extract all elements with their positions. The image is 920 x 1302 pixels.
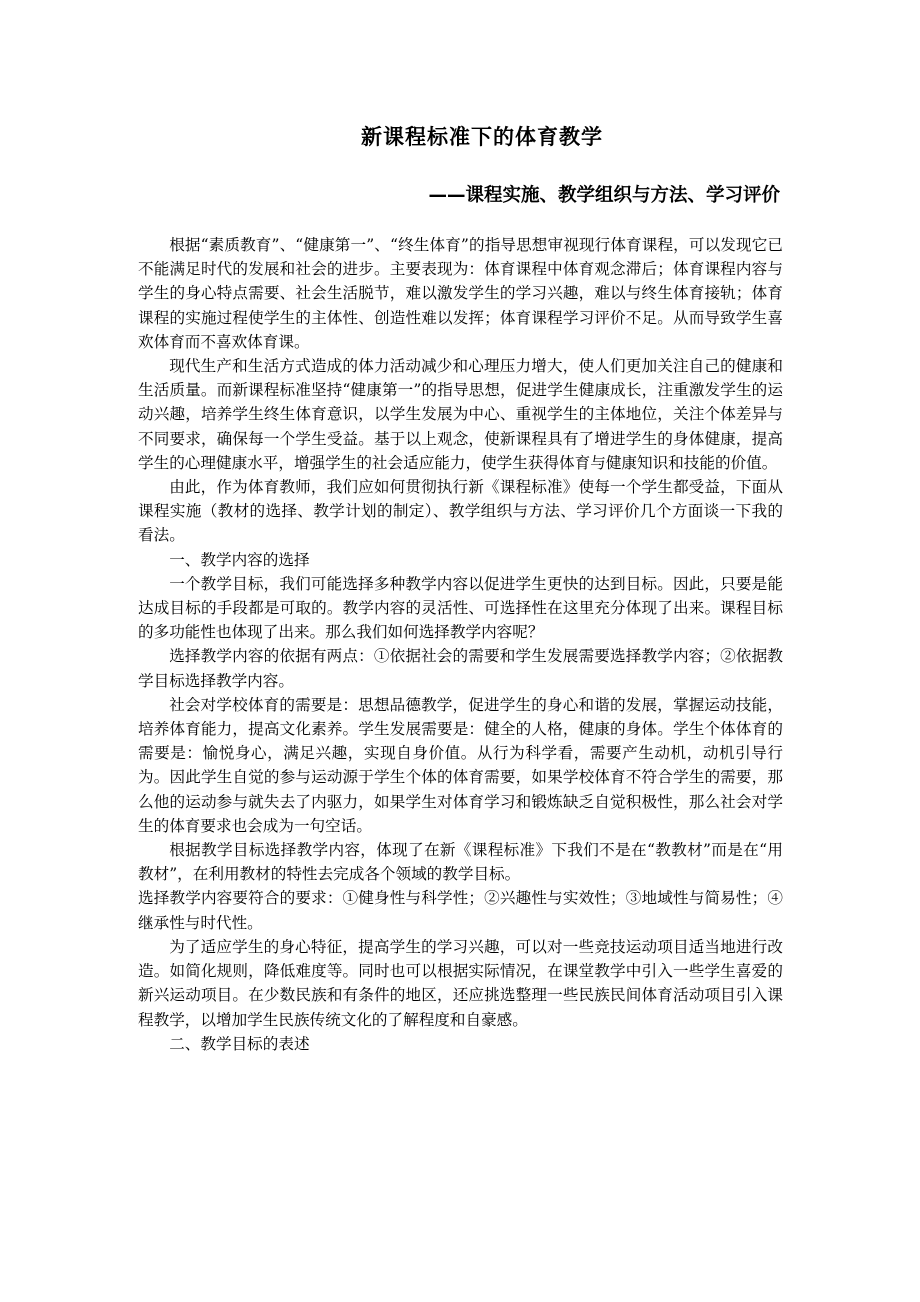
body-paragraph: 由此，作为体育教师，我们应如何贯彻执行新《课程标准》使每一个学生都受益，下面从课程实施（教材的选择、教学计划的制定）、教学组织与方法、学习评价几个方面谈一下我的看法。: [138, 478, 783, 545]
body-paragraph: 根据“素质教育”、“健康第一”、“终生体育”的指导思想审视现行体育课程，可以发现它已不能满足时代的发展和社会的进步。主要表现为：体育课程中体育观念滞后；体育课程内容与学生的身心特点需要、社会生活脱节，难以激发学生的学习兴趣，难以与终生体育接轨；体育课程的实施过程使学生的主体性、创造性难以发挥；体育课程学习评价不足。从而导致学生喜欢体育而不喜欢体育课。: [138, 236, 783, 351]
document-subtitle: ——课程实施、教学组织与方法、学习评价: [428, 185, 780, 206]
body-paragraph: 社会对学校体育的需要是：思想品德教学，促进学生的身心和谐的发展，掌握运动技能，培养体育能力，提高文化素养。学生发展需要是：健全的人格，健康的身体。学生个体体育的需要是：愉悦身心，满足兴趣，实现自身价值。从行为科学看，需要产生动机，动机引导行为。因此学生自觉的参与运动源于学生个体的体育需要，如果学校体育不符合学生的需要，那么他的运动参与就失去了内驱力，如果学生对体育学习和锻炼缺乏自觉积极性，那么社会对学生的体育要求也会成为一句空话。: [138, 695, 783, 835]
body-paragraph: 一个教学目标，我们可能选择多种教学内容以促进学生更快的达到目标。因此，只要是能达成目标的手段都是可取的。教学内容的灵活性、可选择性在这里充分体现了出来。课程目标的多功能性也体现了出来。那么我们如何选择教学内容呢？: [138, 574, 783, 642]
document-body: [138, 233, 783, 1056]
body-paragraph: 选择教学内容要符合的要求：①健身性与科学性；②兴趣性与实效性；③地域性与简易性；④继承性与时代性。: [138, 889, 783, 932]
section-heading: 一、教学内容的选择: [169, 550, 310, 569]
body-paragraph: 根据教学目标选择教学内容，体现了在新《课程标准》下我们不是在“教教材”而是在“用教材”，在利用教材的特性去完成各个领域的教学目标。: [138, 841, 783, 884]
body-paragraph: 选择教学内容的依据有两点：①依据社会的需要和学生发展需要选择教学内容；②依据教学目标选择教学内容。: [138, 647, 783, 690]
body-paragraph: 为了适应学生的身心特征，提高学生的学习兴趣，可以对一些竞技运动项目适当地进行改造。如简化规则，降低难度等。同时也可以根据实际情况，在课堂教学中引入一些学生喜爱的新兴运动项目。在少数民族和有条件的地区，还应挑选整理一些民族民间体育活动项目引入课程教学，以增加学生民族传统文化的了解程度和自豪感。: [138, 937, 783, 1029]
document-title: 新课程标准下的体育教学: [361, 125, 603, 149]
body-paragraph: 现代生产和生活方式造成的体力活动减少和心理压力增大，使人们更加关注自己的健康和生活质量。而新课程标准坚持“健康第一”的指导思想，促进学生健康成长，注重激发学生的运动兴趣，培养学生终生体育意识，以学生发展为中心、重视学生的主体地位，关注个体差异与不同要求，确保每一个学生受益。基于以上观念，使新课程具有了增进学生的身体健康，提高学生的心理健康水平，增强学生的社会适应能力，使学生获得体育与健康知识和技能的价值。: [138, 357, 783, 472]
section-heading: 二、教学目标的表述: [169, 1034, 310, 1053]
